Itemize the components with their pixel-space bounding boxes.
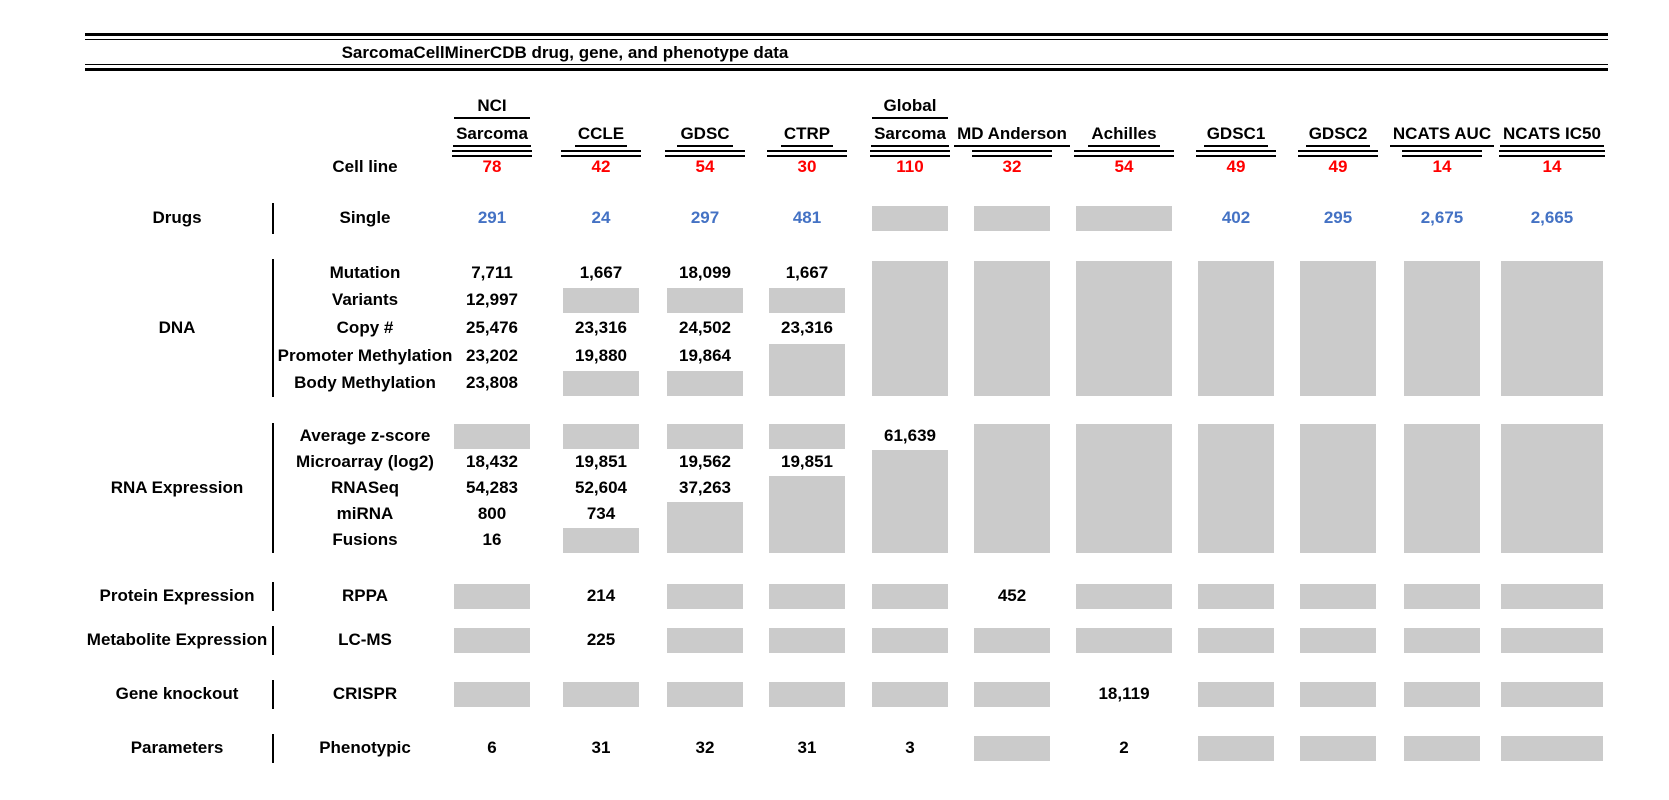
row-label-mirna: miRNA (336, 504, 394, 523)
column-header-top-global-4: Global (872, 95, 948, 119)
cell-value-drugs-single-col10: 2,665 (1530, 208, 1574, 227)
cell-value-drugs-single-col3: 481 (792, 208, 822, 227)
title-top-thick-rule (85, 33, 1608, 36)
missing-data-box-dna-col7 (1198, 261, 1274, 396)
figure-title: SarcomaCellMinerCDB drug, gene, and phenotype data (341, 43, 789, 62)
cell-line-count-4: 110 (896, 157, 924, 176)
cell-value-parameters-phenotypic-col2: 32 (695, 738, 715, 757)
missing-data-box-rna-expression-col0 (454, 424, 530, 449)
column-header-label: NCATS AUC (1390, 122, 1494, 147)
row-label-crispr: CRISPR (332, 684, 398, 703)
column-header-label: Achilles (1088, 122, 1159, 147)
missing-data-box-dna-col1 (563, 371, 639, 396)
cell-value-drugs-single-col0: 291 (477, 208, 507, 227)
missing-data-box-metabolite-expression-col3 (769, 628, 845, 653)
cell-line-count-7: 49 (1226, 157, 1246, 176)
missing-data-box-dna-col6 (1076, 261, 1172, 396)
row-label-average-z-score: Average z-score (299, 426, 431, 445)
column-header-label: GDSC2 (1306, 122, 1371, 147)
missing-data-box-dna-col10 (1501, 261, 1603, 396)
cell-value-rna-expression-rnaseq-col1: 52,604 (575, 478, 627, 497)
missing-data-box-drugs-col4 (872, 206, 948, 231)
cell-line-count-8: 49 (1328, 157, 1348, 176)
missing-data-box-rna-expression-col5 (974, 424, 1050, 553)
column-header-label: Sarcoma (871, 122, 949, 147)
missing-data-box-rna-expression-col8 (1300, 424, 1376, 553)
row-label-body-methylation: Body Methylation (294, 373, 436, 392)
cell-value-rna-expression-microarray-log2-col2: 19,562 (679, 452, 731, 471)
missing-data-box-gene-knockout-col9 (1404, 682, 1480, 707)
missing-data-box-protein-expression-col0 (454, 584, 530, 609)
column-header-label: GDSC (677, 122, 732, 147)
cell-value-protein-expression-rppa-col1: 214 (586, 586, 616, 605)
row-label-variants: Variants (331, 290, 399, 309)
row-label-cell-line: Cell line (332, 157, 398, 176)
column-header-label: GDSC1 (1204, 122, 1269, 147)
missing-data-box-metabolite-expression-col2 (667, 628, 743, 653)
category-label-metabolite-expression: Metabolite Expression (86, 630, 268, 649)
cell-value-dna-copy-col0: 25,476 (466, 318, 518, 337)
missing-data-box-gene-knockout-col10 (1501, 682, 1603, 707)
missing-data-box-gene-knockout-col1 (563, 682, 639, 707)
missing-data-box-protein-expression-col3 (769, 584, 845, 609)
row-label-rnaseq: RNASeq (330, 478, 399, 497)
category-label-protein-expression: Protein Expression (99, 586, 255, 605)
category-label-drugs: Drugs (152, 208, 202, 227)
missing-data-box-parameters-col7 (1198, 736, 1274, 761)
cell-value-dna-promoter-methylation-col0: 23,202 (466, 346, 518, 365)
cell-value-drugs-single-col7: 402 (1221, 208, 1251, 227)
missing-data-box-metabolite-expression-col0 (454, 628, 530, 653)
cell-value-metabolite-expression-lc-ms-col1: 225 (586, 630, 616, 649)
cell-value-dna-mutation-col1: 1,667 (579, 263, 623, 282)
missing-data-box-metabolite-expression-col4 (872, 628, 948, 653)
cell-value-drugs-single-col2: 297 (690, 208, 720, 227)
missing-data-box-protein-expression-col7 (1198, 584, 1274, 609)
missing-data-box-dna-col4 (872, 261, 948, 396)
missing-data-box-rna-expression-col2 (667, 502, 743, 553)
cell-value-dna-mutation-col3: 1,667 (785, 263, 829, 282)
cell-value-drugs-single-col1: 24 (591, 208, 611, 227)
missing-data-box-gene-knockout-col8 (1300, 682, 1376, 707)
column-header-label: MD Anderson (954, 122, 1070, 147)
missing-data-box-gene-knockout-col3 (769, 682, 845, 707)
missing-data-box-rna-expression-col4 (872, 450, 948, 553)
row-label-microarray-log2: Microarray (log2) (296, 452, 434, 471)
cell-value-rna-expression-average-z-score-col4: 61,639 (884, 426, 936, 445)
cell-value-dna-promoter-methylation-col1: 19,880 (575, 346, 627, 365)
missing-data-box-gene-knockout-col7 (1198, 682, 1274, 707)
missing-data-box-protein-expression-col8 (1300, 584, 1376, 609)
row-label-lc-ms: LC-MS (338, 630, 392, 649)
missing-data-box-metabolite-expression-col6 (1076, 628, 1172, 653)
cell-line-count-10: 14 (1542, 157, 1562, 176)
missing-data-box-rna-expression-col3 (769, 476, 845, 553)
missing-data-box-rna-expression-col1 (563, 424, 639, 449)
missing-data-box-dna-col5 (974, 261, 1050, 396)
cell-line-count-3: 30 (797, 157, 817, 176)
category-label-dna: DNA (158, 318, 196, 337)
missing-data-box-gene-knockout-col4 (872, 682, 948, 707)
category-label-gene-knockout: Gene knockout (115, 684, 239, 703)
missing-data-box-dna-col8 (1300, 261, 1376, 396)
title-bottom-thin-rule (85, 64, 1608, 65)
missing-data-box-rna-expression-col7 (1198, 424, 1274, 553)
missing-data-box-metabolite-expression-col5 (974, 628, 1050, 653)
missing-data-box-dna-col1 (563, 288, 639, 313)
cell-value-rna-expression-rnaseq-col2: 37,263 (679, 478, 731, 497)
missing-data-box-gene-knockout-col2 (667, 682, 743, 707)
cell-value-dna-mutation-col2: 18,099 (679, 263, 731, 282)
missing-data-box-rna-expression-col2 (667, 424, 743, 449)
cell-value-rna-expression-fusions-col0: 16 (482, 530, 502, 549)
cell-value-parameters-phenotypic-col4: 3 (905, 738, 915, 757)
missing-data-box-gene-knockout-col0 (454, 682, 530, 707)
missing-data-box-dna-col3 (769, 288, 845, 313)
cell-line-count-1: 42 (591, 157, 611, 176)
missing-data-box-dna-col2 (667, 288, 743, 313)
row-label-fusions: Fusions (332, 530, 398, 549)
missing-data-box-protein-expression-col2 (667, 584, 743, 609)
cell-value-rna-expression-microarray-log2-col0: 18,432 (466, 452, 518, 471)
column-header-label: NCATS IC50 (1500, 122, 1604, 147)
missing-data-box-metabolite-expression-col9 (1404, 628, 1480, 653)
column-header-ncats-ic50-10 (1472, 122, 1632, 147)
missing-data-box-rna-expression-col1 (563, 528, 639, 553)
cell-value-rna-expression-mirna-col0: 800 (477, 504, 507, 523)
cell-value-parameters-phenotypic-col1: 31 (591, 738, 611, 757)
row-label-rppa: RPPA (342, 586, 388, 605)
missing-data-box-dna-col9 (1404, 261, 1480, 396)
cell-value-parameters-phenotypic-col6: 2 (1119, 738, 1129, 757)
cell-value-protein-expression-rppa-col5: 452 (997, 586, 1027, 605)
missing-data-box-parameters-col9 (1404, 736, 1480, 761)
cell-line-count-2: 54 (695, 157, 715, 176)
missing-data-box-rna-expression-col9 (1404, 424, 1480, 553)
cell-value-parameters-phenotypic-col0: 6 (487, 738, 497, 757)
cell-value-dna-copy-col3: 23,316 (781, 318, 833, 337)
category-label-parameters: Parameters (130, 738, 224, 757)
missing-data-box-protein-expression-col10 (1501, 584, 1603, 609)
cell-value-rna-expression-microarray-log2-col3: 19,851 (781, 452, 833, 471)
cell-value-dna-copy-col2: 24,502 (679, 318, 731, 337)
row-label-copy: Copy # (336, 318, 394, 337)
title-bottom-thick-rule (85, 68, 1608, 71)
title-top-thin-rule (85, 39, 1608, 40)
missing-data-box-drugs-col5 (974, 206, 1050, 231)
column-header-label: Sarcoma (453, 122, 531, 147)
missing-data-box-dna-col3 (769, 344, 845, 396)
missing-data-box-rna-expression-col3 (769, 424, 845, 449)
cell-value-drugs-single-col9: 2,675 (1420, 208, 1464, 227)
category-label-rna-expression: RNA Expression (110, 478, 244, 497)
cell-value-parameters-phenotypic-col3: 31 (797, 738, 817, 757)
cell-value-rna-expression-mirna-col1: 734 (586, 504, 616, 523)
row-label-mutation: Mutation (329, 263, 401, 282)
column-header-top-nci-0: NCI (454, 95, 530, 119)
cell-line-count-6: 54 (1114, 157, 1134, 176)
cell-value-dna-variants-col0: 12,997 (466, 290, 518, 309)
column-header-label: CCLE (575, 122, 627, 147)
cell-value-rna-expression-microarray-log2-col1: 19,851 (575, 452, 627, 471)
missing-data-box-dna-col2 (667, 371, 743, 396)
cell-value-dna-promoter-methylation-col2: 19,864 (679, 346, 731, 365)
missing-data-box-metabolite-expression-col10 (1501, 628, 1603, 653)
missing-data-box-rna-expression-col6 (1076, 424, 1172, 553)
missing-data-box-metabolite-expression-col7 (1198, 628, 1274, 653)
cell-value-gene-knockout-crispr-col6: 18,119 (1098, 684, 1150, 703)
missing-data-box-drugs-col6 (1076, 206, 1172, 231)
missing-data-box-gene-knockout-col5 (974, 682, 1050, 707)
cell-line-count-9: 14 (1432, 157, 1452, 176)
row-label-phenotypic: Phenotypic (319, 738, 411, 757)
missing-data-box-rna-expression-col10 (1501, 424, 1603, 553)
cell-line-count-5: 32 (1002, 157, 1022, 176)
missing-data-box-protein-expression-col4 (872, 584, 948, 609)
cell-value-drugs-single-col8: 295 (1323, 208, 1353, 227)
row-label-promoter-methylation: Promoter Methylation (277, 346, 453, 365)
cell-value-dna-copy-col1: 23,316 (575, 318, 627, 337)
missing-data-box-parameters-col8 (1300, 736, 1376, 761)
missing-data-box-metabolite-expression-col8 (1300, 628, 1376, 653)
cell-line-count-0: 78 (482, 157, 502, 176)
missing-data-box-protein-expression-col6 (1076, 584, 1172, 609)
cell-value-rna-expression-rnaseq-col0: 54,283 (466, 478, 518, 497)
cell-value-dna-body-methylation-col0: 23,808 (466, 373, 518, 392)
missing-data-box-protein-expression-col9 (1404, 584, 1480, 609)
cell-value-dna-mutation-col0: 7,711 (471, 263, 513, 282)
missing-data-box-parameters-col5 (974, 736, 1050, 761)
column-header-label: CTRP (781, 122, 833, 147)
row-label-single: Single (339, 208, 391, 227)
missing-data-box-parameters-col10 (1501, 736, 1603, 761)
